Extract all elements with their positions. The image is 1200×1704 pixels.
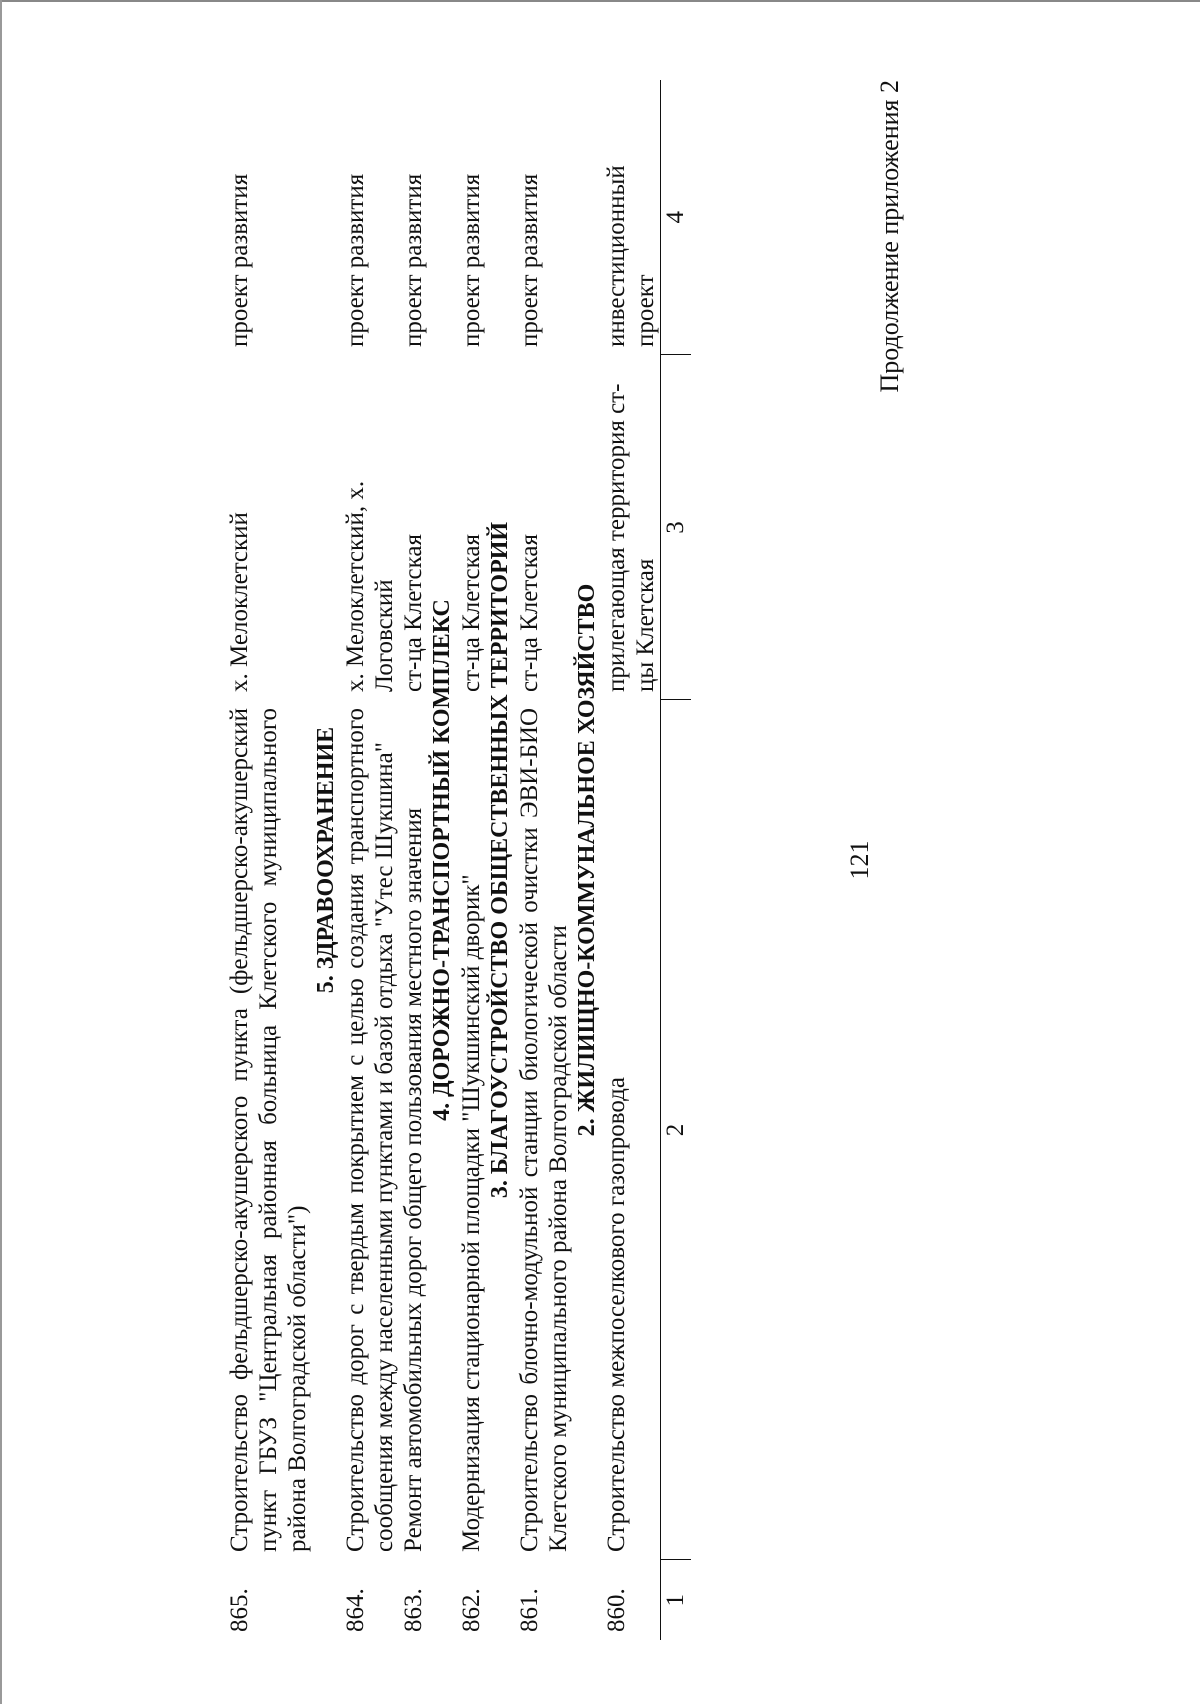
row-name: Строительство фельдшерско-акушерского пункта (фельдшерско-акушерский пункт ГБУЗ "Центральная районная больница Клетского муниципального района Волгоградской области") xyxy=(226,708,311,1552)
row-type: проект развития xyxy=(516,173,543,347)
row-name: Строительство дорог с твердым покрытием с целью создания транспортного сообщения между населенными пунктами и базой отдыха "Утес Шукшина" xyxy=(342,708,398,1552)
table-row xyxy=(515,80,573,1640)
row-number: 863. xyxy=(400,1588,427,1632)
document-table xyxy=(225,80,691,1640)
table-row xyxy=(602,80,661,1640)
row-place: ст-ца Клетская xyxy=(458,533,485,692)
section-title: 2. ЖИЛИЩНО-КОММУНАЛЬНОЕ ХОЗЯЙСТВО xyxy=(574,583,600,1137)
section-title: 4. ДОРОЖНО-ТРАНСПОРТНЫЙ КОМПЛЕКС xyxy=(429,599,455,1121)
row-number: 862. xyxy=(458,1588,485,1632)
section-title: 5. ЗДРАВООХРАНЕНИЕ xyxy=(313,726,339,994)
page-number: 121 xyxy=(845,840,874,880)
row-type: проект развития xyxy=(400,173,427,347)
row-type: проект развития xyxy=(342,173,369,347)
table-row xyxy=(225,80,312,1640)
column-header: 1 xyxy=(661,1560,692,1640)
scan-edge-left xyxy=(0,0,2,1704)
row-type: проект развития xyxy=(226,173,253,347)
row-name: Ремонт автомобильных дорог общего пользования местного значения xyxy=(400,807,427,1552)
row-type: инвестиционный проект xyxy=(603,165,659,347)
section-title: 3. БЛАГОУСТРОЙСТВО ОБЩЕСТВЕННЫХ ТЕРРИТОРИЙ xyxy=(487,521,513,1199)
row-place: ст-ца Клетская xyxy=(516,533,543,692)
row-place: х. Мелоклетский xyxy=(226,512,253,692)
table-row xyxy=(341,80,399,1640)
section-header xyxy=(573,80,602,1640)
row-name: Модернизация стационарной площадки "Шукшинский дворик" xyxy=(458,874,485,1552)
column-header: 4 xyxy=(661,80,692,355)
row-number: 860. xyxy=(603,1588,630,1632)
section-header xyxy=(312,80,341,1640)
column-header: 2 xyxy=(661,700,692,1560)
row-number: 865. xyxy=(226,1588,253,1632)
section-header xyxy=(486,80,515,1640)
table-header-row xyxy=(661,80,692,1640)
row-place: х. Мелоклетский, х. Логовский xyxy=(342,480,398,692)
row-place: ст-ца Клетская xyxy=(400,533,427,692)
document-page xyxy=(95,80,1105,1640)
row-name: Строительство блочно-модульной станции биологической очистки ЭВИ-БИО Клетского муниципального района Волгоградской области xyxy=(516,708,572,1552)
table-row xyxy=(399,80,428,1640)
table-row xyxy=(457,80,486,1640)
row-number: 861. xyxy=(516,1588,543,1632)
row-type: проект развития xyxy=(458,173,485,347)
column-header: 3 xyxy=(661,355,692,700)
continuation-label: Продолжение приложения 2 xyxy=(875,80,904,393)
row-number: 864. xyxy=(342,1588,369,1632)
row-name: Строительство межпоселкового газопровода xyxy=(603,1077,630,1552)
row-place: прилегающая территория ст-цы Клетская xyxy=(603,383,659,692)
scan-edge-top xyxy=(0,0,1200,2)
section-header xyxy=(428,80,457,1640)
